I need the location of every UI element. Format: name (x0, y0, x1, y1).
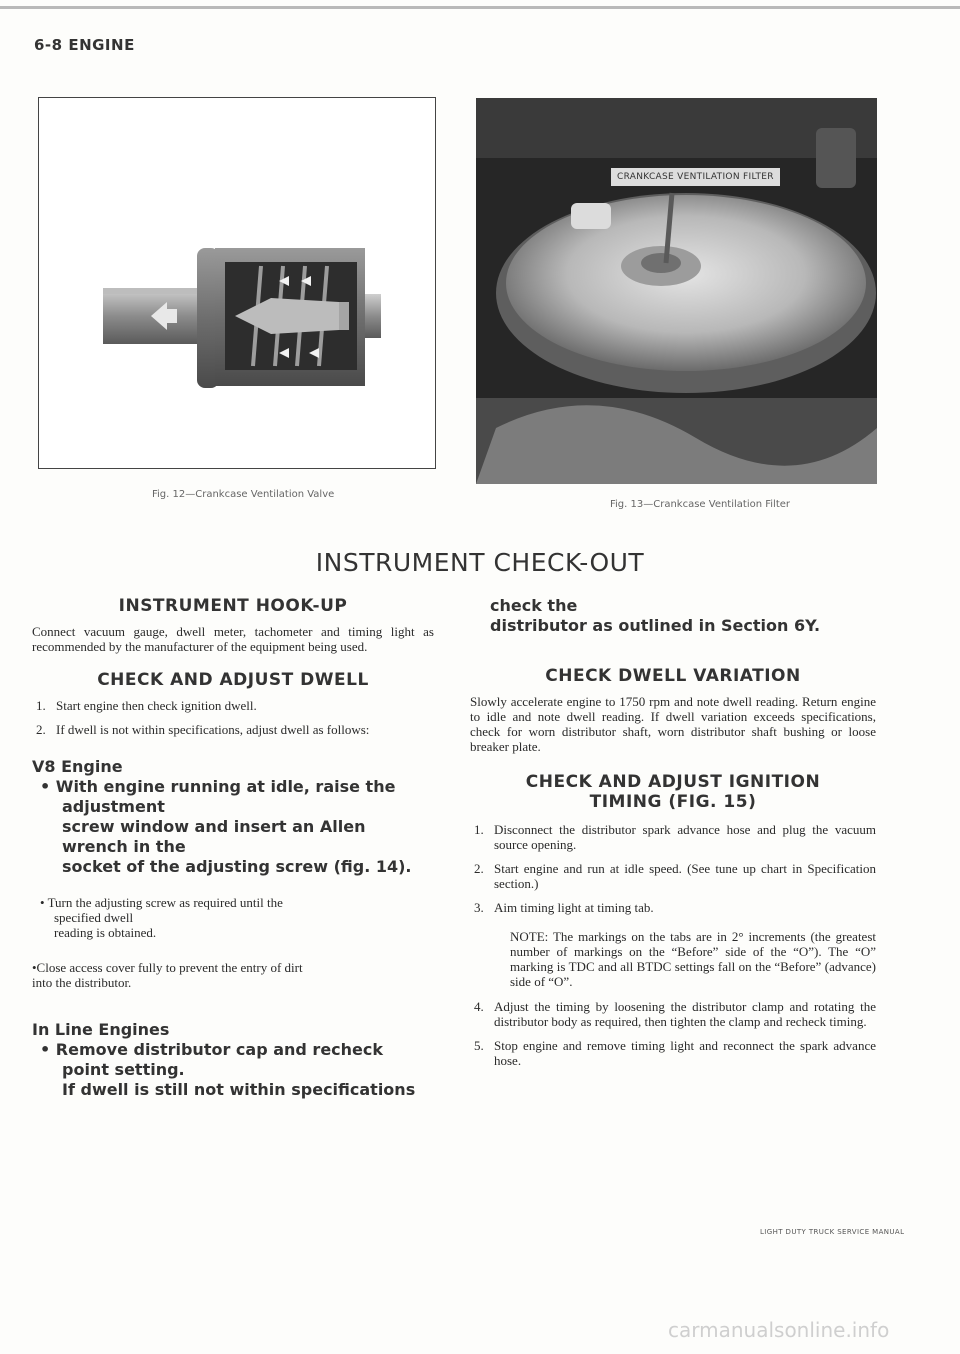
v8-bullet-2b: specified dwell (54, 910, 134, 925)
page-header: 6-8 ENGINE (34, 36, 135, 54)
figure-12-box (38, 97, 436, 469)
dwell-step-2: 2. If dwell is not within specifications, adjust dwell as follows: (36, 722, 370, 737)
figure-13-photo (476, 98, 877, 484)
timing-step-2: 2. Start engine and run at idle speed. (See tune up chart in Specification section.) (474, 861, 876, 891)
v8-bullet-1b: adjustment (62, 797, 165, 816)
figure-13-caption: Fig. 13—Crankcase Ventilation Filter (610, 499, 791, 510)
v8-bullet-2c: reading is obtained. (54, 925, 157, 940)
figure-12-caption: Fig. 12—Crankcase Ventilation Valve (152, 489, 335, 500)
timing-step-4: 4. Adjust the timing by loosening the distributor clamp and rotating the distributor body as required, then tighten the clamp and recheck timing. (474, 999, 876, 1029)
inline-heading: In Line Engines (32, 1020, 170, 1039)
v8-bullet-2a: • Turn the adjusting screw as required until the (40, 895, 283, 910)
v8-heading: V8 Engine (32, 757, 123, 776)
timing-note: NOTE: The markings on the tabs are in 2° increments (the greatest number of markings on the “Before” side of the “O”). The “O” marking is TDC and all BTDC settings fall on the “Before” (advance) side of “O”. (510, 929, 876, 989)
variation-text: Slowly accelerate engine to 1750 rpm and note dwell reading. Return engine to idle and note dwell reading. If dwell variation exceeds specifications, check for worn distributor shaft, worn distributor shaft bushing or loose breaker plate. (470, 694, 876, 754)
footer: LIGHT DUTY TRUCK SERVICE MANUAL (760, 1228, 905, 1236)
inline-bullet-b: point setting. (62, 1060, 185, 1079)
variation-heading: CHECK DWELL VARIATION (545, 666, 801, 686)
close-text-a: •Close access cover fully to prevent the entry of dirt (32, 960, 303, 975)
hookup-text: Connect vacuum gauge, dwell meter, tachometer and timing light as recommended by the manufacturer of the equipment being used. (32, 624, 434, 654)
figure-13-label: CRANKCASE VENTILATION FILTER (611, 168, 780, 186)
timing-step-3: 3. Aim timing light at timing tab. (474, 900, 654, 915)
right-column (470, 596, 876, 1068)
inline-bullet-c: If dwell is still not within specifications (62, 1080, 416, 1099)
close-text-b: into the distributor. (32, 975, 132, 990)
air-cleaner-photo (476, 98, 877, 484)
continued-text-a: check the (490, 596, 578, 615)
hookup-heading: INSTRUMENT HOOK-UP (118, 596, 348, 616)
v8-bullet-1d: wrench in the (62, 837, 186, 856)
watermark: carmanualsonline.info (668, 1318, 890, 1342)
v8-bullet-1e: socket of the adjusting screw (fig. 14). (62, 857, 412, 876)
continued-text-b: distributor as outlined in Section 6Y. (490, 616, 821, 635)
timing-step-1: 1. Disconnect the distributor spark advance hose and plug the vacuum source opening. (474, 822, 876, 852)
v8-bullet-1c: screw window and insert an Allen (62, 817, 366, 836)
dwell-step-1: 1. Start engine then check ignition dwell. (36, 698, 257, 713)
inline-bullet-a: • Remove distributor cap and recheck (40, 1040, 384, 1059)
timing-heading-a: CHECK AND ADJUST IGNITION (525, 772, 821, 792)
dwell-heading: CHECK AND ADJUST DWELL (97, 670, 369, 690)
v8-bullet-1: • With engine running at idle, raise the (40, 777, 396, 796)
section-title: INSTRUMENT CHECK-OUT (315, 548, 645, 577)
crankcase-valve-illustration (39, 98, 435, 468)
top-rule (0, 6, 960, 9)
left-column (32, 596, 434, 1100)
timing-heading-b: TIMING (FIG. 15) (589, 792, 757, 812)
timing-step-5: 5. Stop engine and remove timing light and reconnect the spark advance hose. (474, 1038, 876, 1068)
